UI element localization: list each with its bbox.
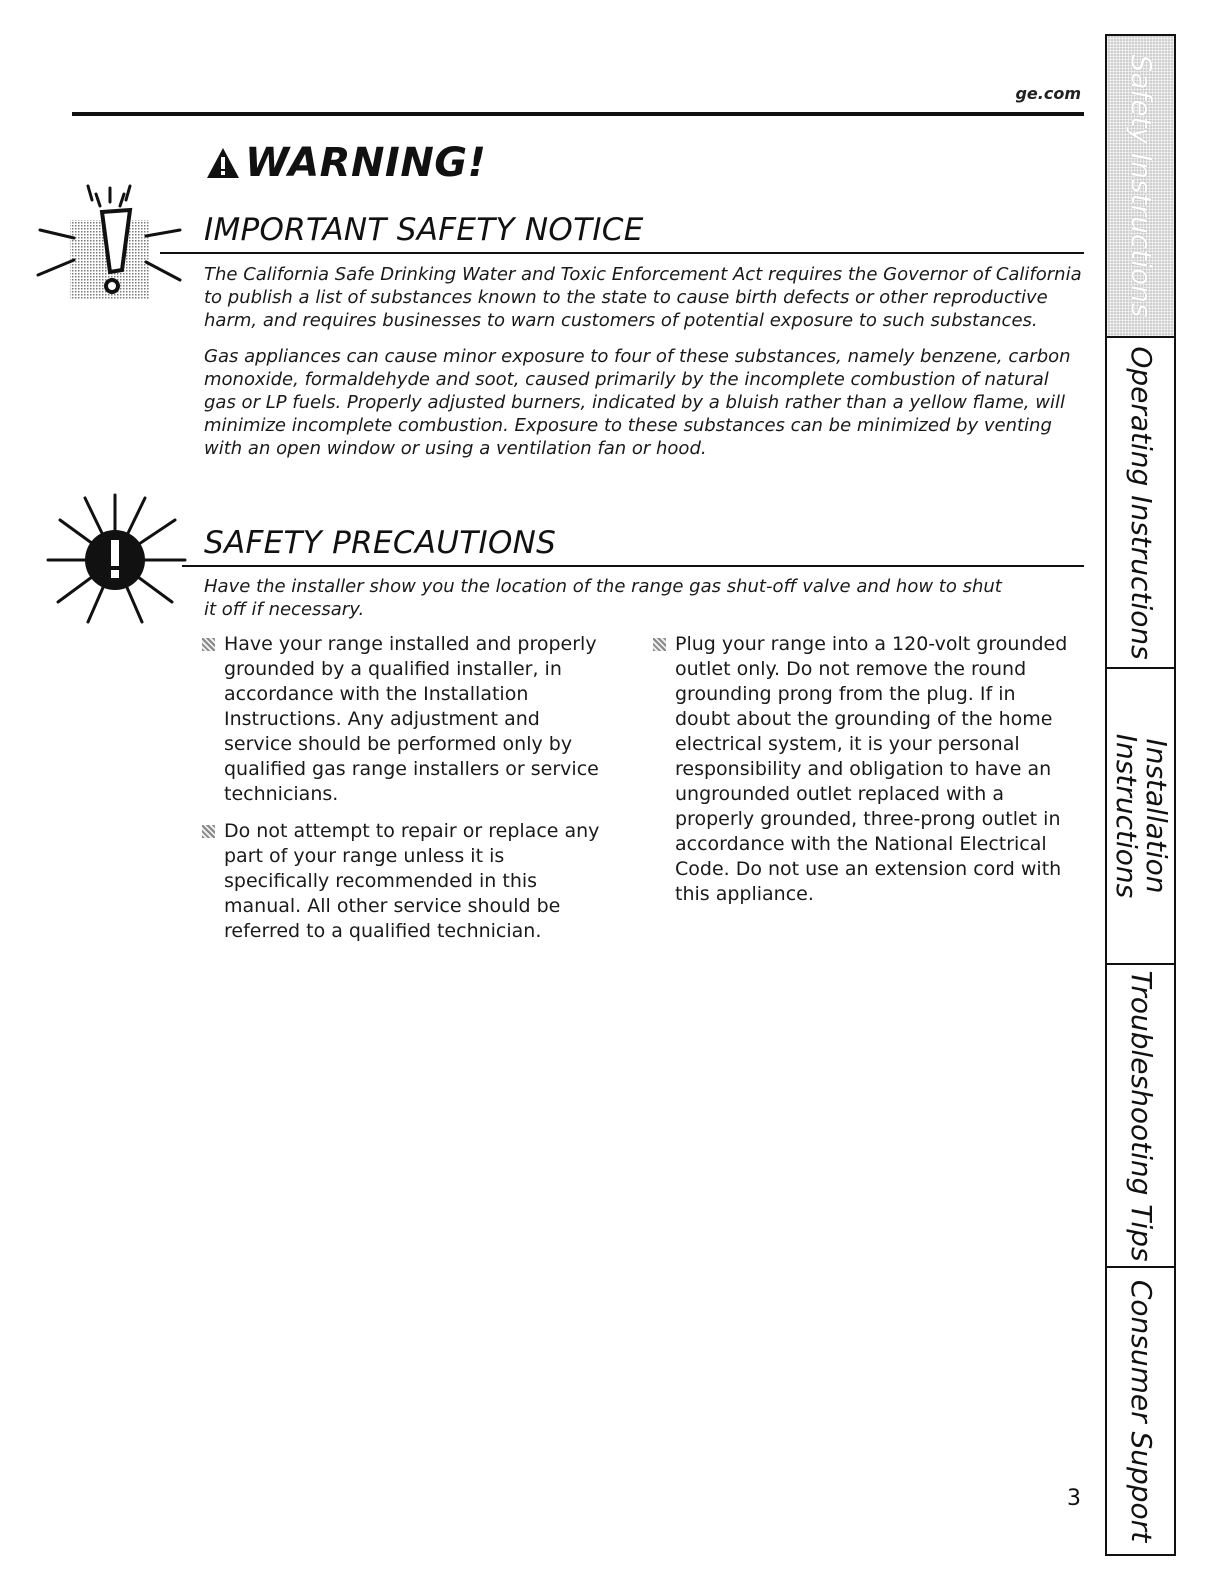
list-item: [653, 632, 1073, 907]
site-url: ge.com: [1015, 84, 1081, 103]
precautions-right-column: [653, 632, 1073, 919]
bullet-text: Have your range installed and properly grounded by a qualified installer, in accordance with the Installation Instructions. Any adjustment and service should be performed only by qualified gas range installers or service technicians.: [224, 633, 599, 805]
bullet-text: Do not attempt to repair or replace any part of your range unless it is specifically recommended in this manual. All other service should be referred to a qualified technician.: [224, 820, 600, 942]
page-number: 3: [1067, 1486, 1081, 1511]
warning-label: WARNING!: [245, 140, 487, 186]
tab-label: Installation Instructions: [1109, 733, 1173, 899]
notice-paragraph-2: Gas appliances can cause minor exposure to four of these substances, namely benzene, carbon monoxide, formaldehyde and soot, caused primarily by the incomplete combustion of natural gas or LP fuels. Properly adjusted burners, indicated by a bluish rather than a yellow flame, will minimize incomplete combustion. Exposure to these substances can be minimized by venting with an open window or using a ventilation fan or hood.: [204, 346, 1071, 459]
tab-installation-instructions[interactable]: [1107, 669, 1174, 965]
starburst-icon: [40, 490, 190, 630]
list-item: [202, 632, 612, 807]
tab-label: Operating Instructions: [1124, 345, 1158, 660]
precautions-left-column: [202, 632, 612, 956]
tab-label: Safety Instructions: [1124, 54, 1158, 318]
exclamation-burst-icon: [30, 180, 190, 305]
list-item: [202, 819, 612, 944]
warning-triangle-icon: [205, 146, 241, 180]
warning-heading: [205, 140, 486, 186]
tab-consumer-support[interactable]: [1107, 1268, 1174, 1554]
bullet-icon: [653, 638, 666, 651]
tab-safety-instructions[interactable]: [1107, 36, 1174, 338]
precautions-title: SAFETY PRECAUTIONS: [204, 525, 557, 561]
precautions-rule: [182, 565, 1084, 567]
header-rule: [72, 112, 1084, 116]
bullet-icon: [202, 825, 215, 838]
tab-label: Consumer Support: [1124, 1279, 1158, 1543]
precautions-intro: Have the installer show you the location of the range gas shut-off valve and how to shut it off if necessary.: [204, 576, 1002, 620]
notice-paragraph-1: The California Safe Drinking Water and Toxic Enforcement Act requires the Governor of California to publish a list of substances known to the state to cause birth defects or other reproductive harm, and requires businesses to warn customers of potential exposure to such substances.: [204, 264, 1082, 331]
chapter-tabs: [1105, 34, 1176, 1556]
tab-troubleshooting-tips[interactable]: [1107, 965, 1174, 1268]
notice-title: IMPORTANT SAFETY NOTICE: [204, 212, 644, 248]
bullet-icon: [202, 638, 215, 651]
bullet-text: Plug your range into a 120-volt grounded outlet only. Do not remove the round grounding prong from the plug. If in doubt about the grounding of the home electrical system, it is your personal responsibility and obligation to have an ungrounded outlet replaced with a properly grounded, three-prong outlet in accordance with the National Electrical Code. Do not use an extension cord with this appliance.: [675, 633, 1068, 905]
tab-label: Troubleshooting Tips: [1124, 969, 1158, 1262]
tab-operating-instructions[interactable]: [1107, 338, 1174, 669]
notice-rule: [160, 252, 1084, 254]
